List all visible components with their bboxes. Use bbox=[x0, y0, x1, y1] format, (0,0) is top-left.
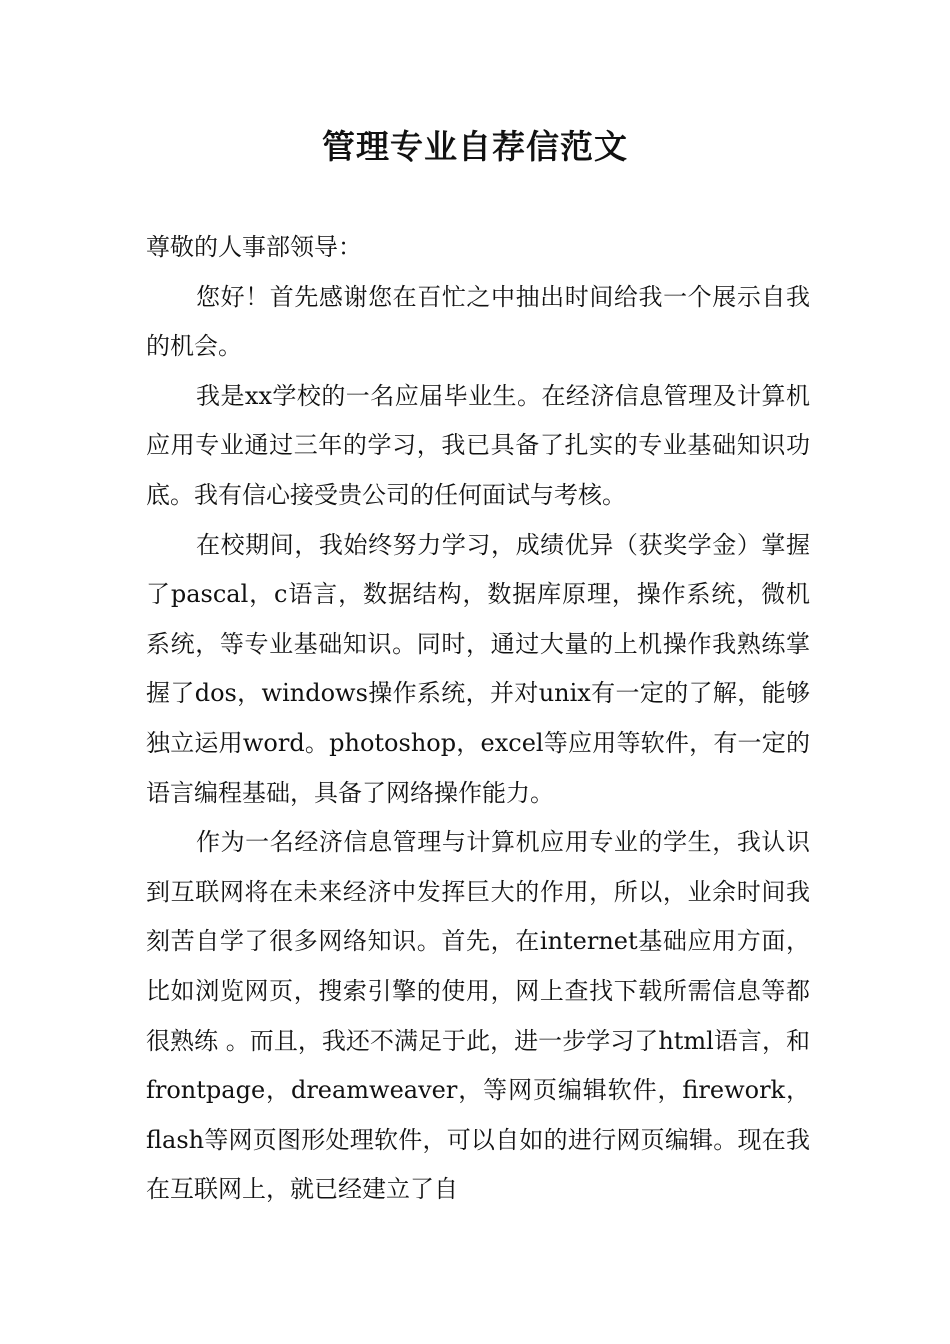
paragraph-internet-skills: 作为一名经济信息管理与计算机应用专业的学生，我认识到互联网将在未来经济中发挥巨大的作用，所以，业余时间我刻苦自学了很多网络知识。首先，在internet基础应用方面，比如浏览网页，搜索引擎的使用，网上查找下载所需信息等都很熟练 。而且，我还不满足于此，进一步学习了html语言，和frontpage，dreamweaver，等网页编辑软件，firework，flash等网页图形处理软件，可以自如的进行网页编辑。现在我在互联网上，就已经建立了自 bbox=[146, 828, 810, 1204]
paragraph-studies: 在校期间，我始终努力学习，成绩优异（获奖学金）掌握了pascal，c语言，数据结构，数据库原理，操作系统，微机系统，等专业基础知识。同时，通过大量的上机操作我熟练掌握了dos，windows操作系统，并对unix有一定的了解，能够独立运用word。photoshop，excel等应用等软件，有一定的语言编程基础，具备了网络操作能力。 bbox=[146, 530, 810, 807]
paragraph-greeting: 您好！首先感谢您在百忙之中抽出时间给我一个展示自我的机会。 bbox=[146, 282, 810, 361]
letter-body bbox=[146, 223, 810, 1215]
paragraph-introduction: 我是xx学校的一名应届毕业生。在经济信息管理及计算机应用专业通过三年的学习，我已具备了扎实的专业基础知识功底。我有信心接受贵公司的任何面试与考核。 bbox=[146, 381, 810, 509]
document-title: 管理专业自荐信范文 bbox=[322, 127, 628, 166]
salutation: 尊敬的人事部领导： bbox=[146, 233, 362, 261]
